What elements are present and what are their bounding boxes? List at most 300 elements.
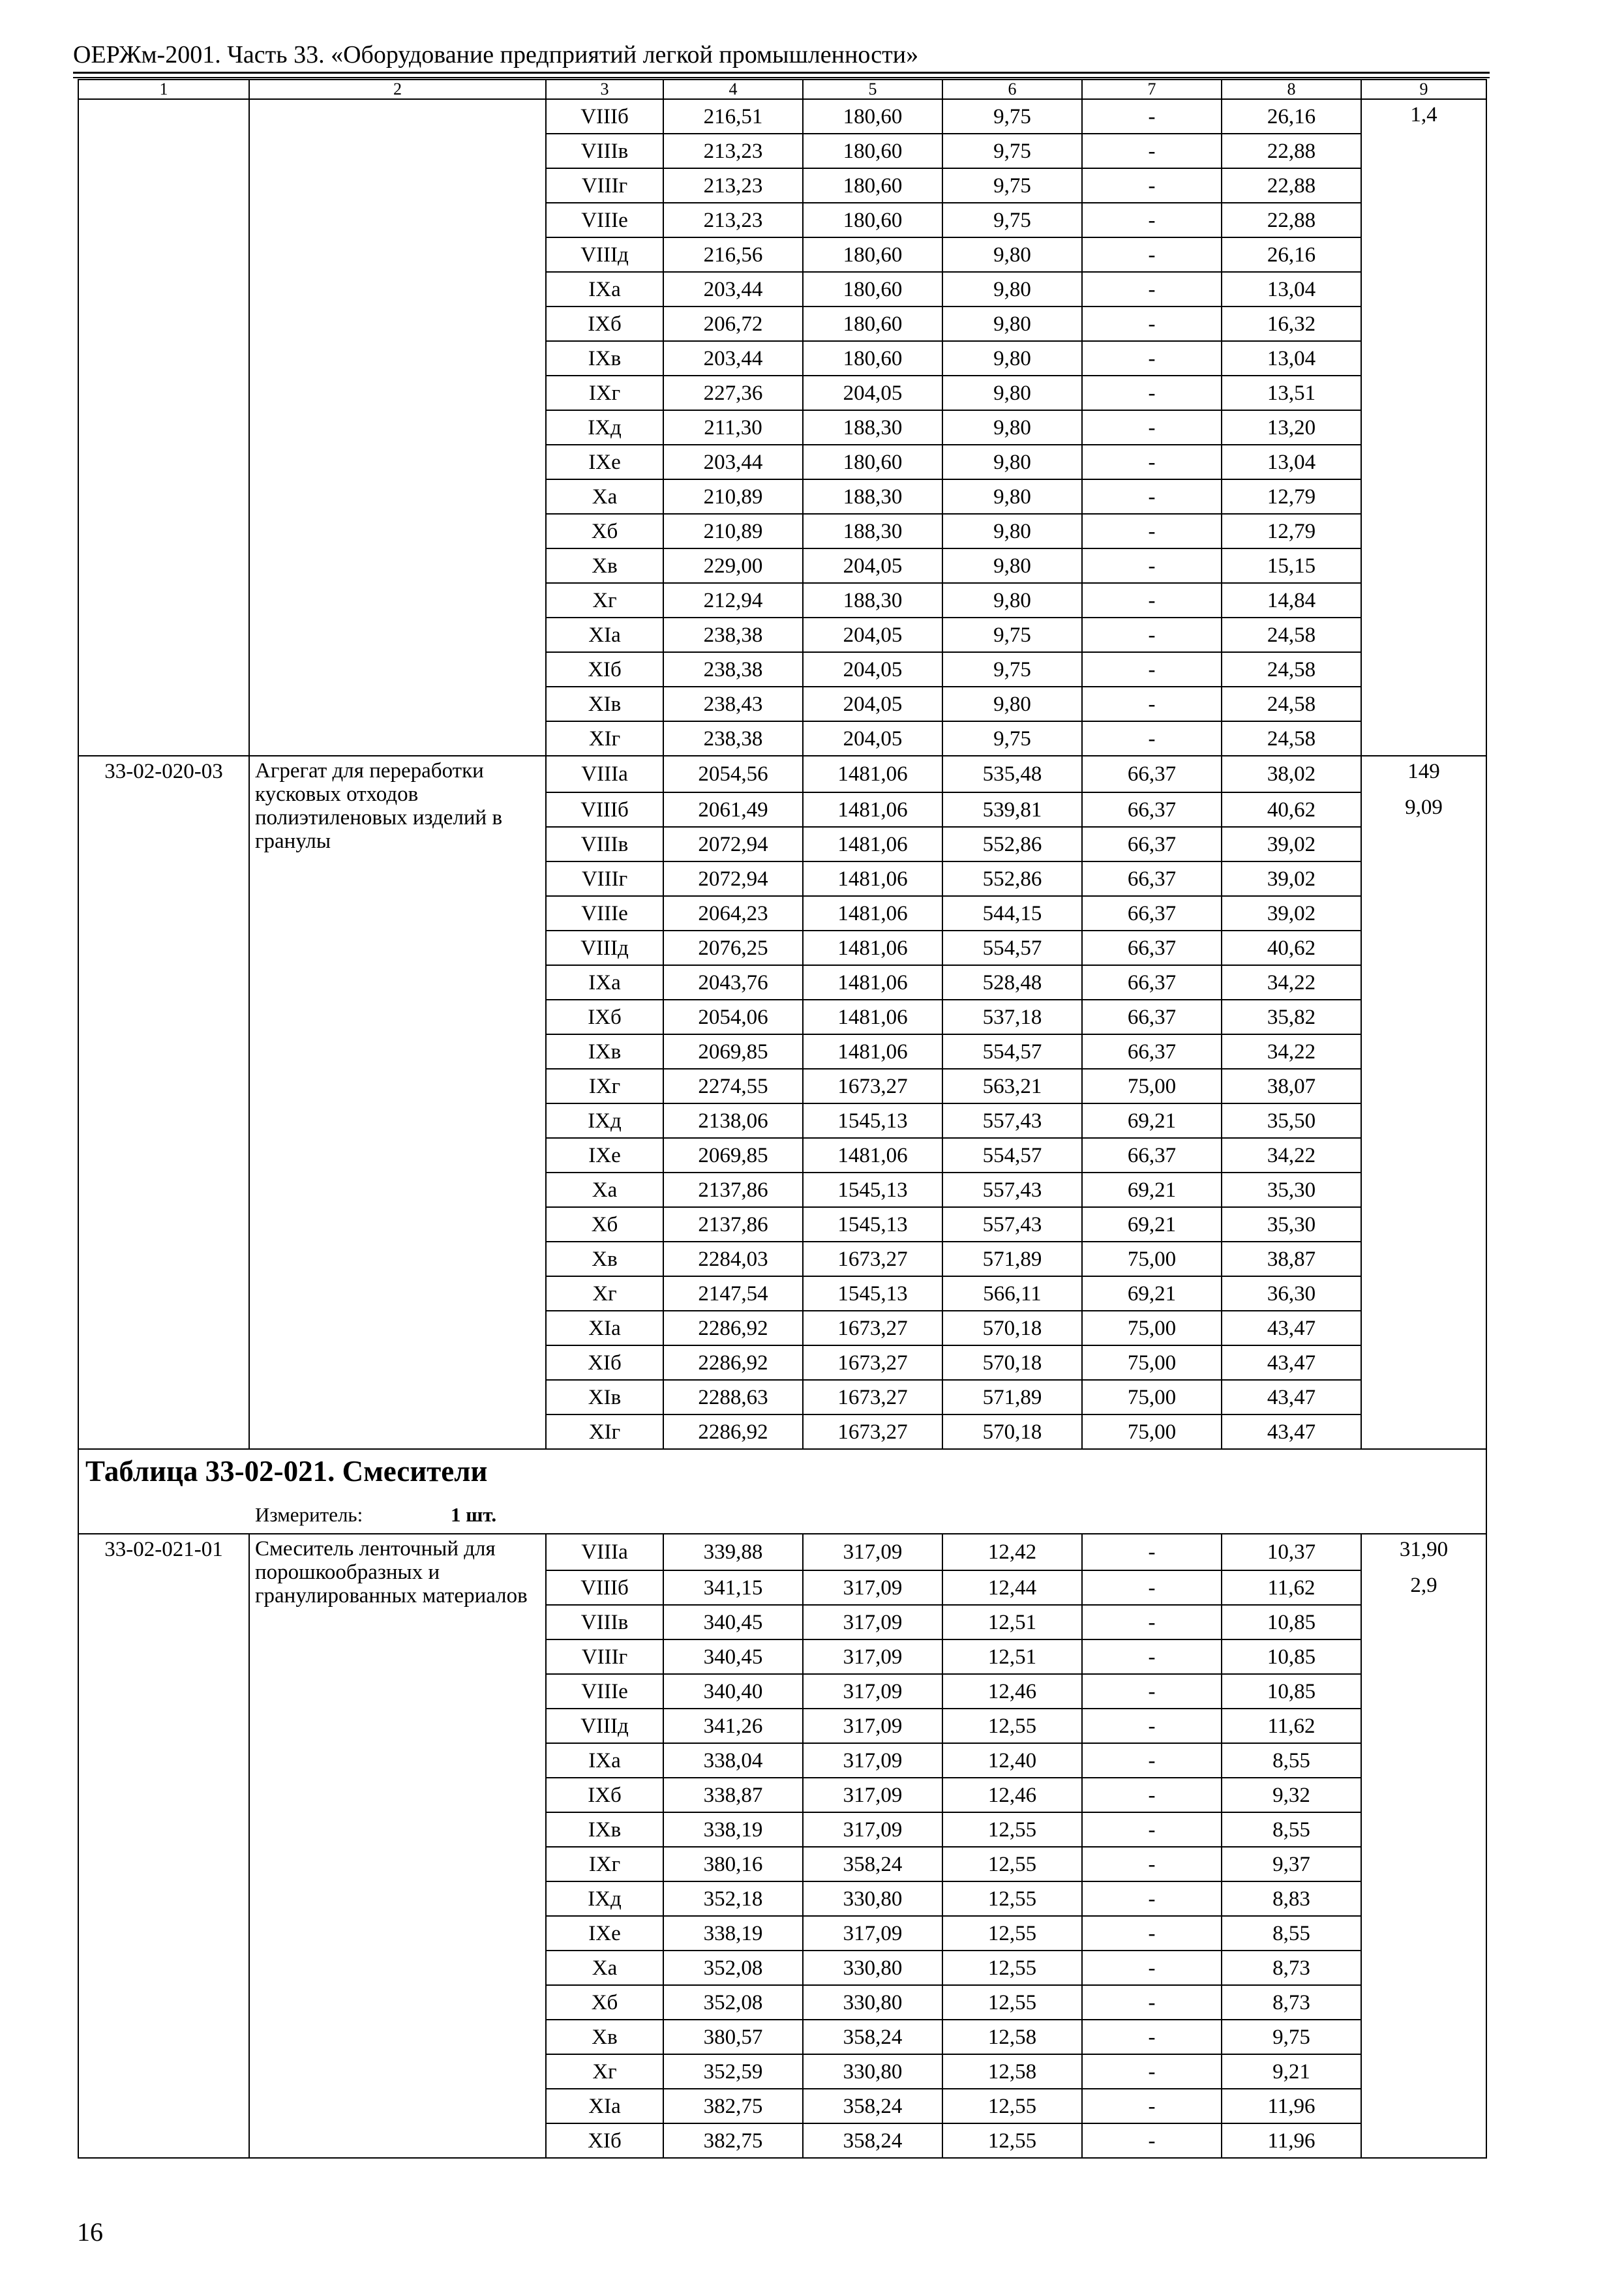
value-cell-col7: 69,21 bbox=[1082, 1103, 1222, 1138]
column-number: 4 bbox=[663, 80, 803, 99]
value-cell-col4: 238,43 bbox=[663, 687, 803, 721]
value-cell-col6: 552,86 bbox=[942, 861, 1082, 896]
value-cell-col8: 8,83 bbox=[1222, 1881, 1361, 1916]
value-cell-col4: 2054,56 bbox=[663, 756, 803, 792]
value-cell-col6: 9,80 bbox=[942, 272, 1082, 307]
description-cell: Смеситель ленточный для порошкообразных и гранулированных материалов bbox=[249, 1534, 546, 2158]
value-cell-col8: 26,16 bbox=[1222, 237, 1361, 272]
value-cell-col4: 2138,06 bbox=[663, 1103, 803, 1138]
value-cell-col4: 352,18 bbox=[663, 1881, 803, 1916]
value-cell-col3: XIг bbox=[546, 721, 663, 756]
rates-table bbox=[78, 79, 1487, 2159]
col9-value-cell: 9,09 bbox=[1361, 792, 1486, 1449]
value-cell-col6: 570,18 bbox=[942, 1414, 1082, 1449]
value-cell-col3: IXг bbox=[546, 1847, 663, 1881]
value-cell-col3: VIIIа bbox=[546, 756, 663, 792]
value-cell-col6: 9,80 bbox=[942, 445, 1082, 479]
value-cell-col5: 317,09 bbox=[803, 1534, 942, 1570]
value-cell-col8: 40,62 bbox=[1222, 931, 1361, 965]
value-cell-col3: IXд bbox=[546, 1881, 663, 1916]
value-cell-col5: 1545,13 bbox=[803, 1173, 942, 1207]
value-cell-col5: 180,60 bbox=[803, 272, 942, 307]
value-cell-col3: IXв bbox=[546, 341, 663, 376]
value-cell-col7: - bbox=[1082, 99, 1222, 134]
value-cell-col8: 43,47 bbox=[1222, 1311, 1361, 1345]
value-cell-col4: 2137,86 bbox=[663, 1207, 803, 1242]
value-cell-col4: 380,57 bbox=[663, 2020, 803, 2054]
value-cell-col5: 330,80 bbox=[803, 1881, 942, 1916]
value-cell-col7: - bbox=[1082, 1534, 1222, 1570]
value-cell-col7: - bbox=[1082, 583, 1222, 618]
value-cell-col6: 9,75 bbox=[942, 203, 1082, 237]
value-cell-col5: 180,60 bbox=[803, 341, 942, 376]
value-cell-col6: 557,43 bbox=[942, 1207, 1082, 1242]
value-cell-col3: XIв bbox=[546, 687, 663, 721]
column-number: 2 bbox=[249, 80, 546, 99]
value-cell-col7: - bbox=[1082, 618, 1222, 652]
value-cell-col5: 204,05 bbox=[803, 721, 942, 756]
value-cell-col7: - bbox=[1082, 376, 1222, 410]
value-cell-col3: VIIIб bbox=[546, 792, 663, 827]
section-title: Таблица 33-02-021. Смесители bbox=[85, 1455, 488, 1488]
table-row bbox=[78, 99, 1486, 134]
value-cell-col5: 330,80 bbox=[803, 1985, 942, 2020]
value-cell-col5: 1673,27 bbox=[803, 1069, 942, 1103]
value-cell-col8: 22,88 bbox=[1222, 134, 1361, 168]
value-cell-col6: 12,58 bbox=[942, 2054, 1082, 2089]
value-cell-col8: 39,02 bbox=[1222, 827, 1361, 861]
value-cell-col4: 352,08 bbox=[663, 1951, 803, 1985]
value-cell-col6: 563,21 bbox=[942, 1069, 1082, 1103]
value-cell-col4: 352,08 bbox=[663, 1985, 803, 2020]
value-cell-col3: VIIIе bbox=[546, 203, 663, 237]
value-cell-col3: VIIIд bbox=[546, 1709, 663, 1743]
value-cell-col6: 9,80 bbox=[942, 341, 1082, 376]
value-cell-col6: 12,55 bbox=[942, 1985, 1082, 2020]
value-cell-col5: 180,60 bbox=[803, 237, 942, 272]
value-cell-col4: 380,16 bbox=[663, 1847, 803, 1881]
value-cell-col3: IXг bbox=[546, 376, 663, 410]
value-cell-col7: - bbox=[1082, 1881, 1222, 1916]
value-cell-col8: 10,85 bbox=[1222, 1639, 1361, 1674]
value-cell-col3: IXв bbox=[546, 1812, 663, 1847]
value-cell-col5: 1673,27 bbox=[803, 1311, 942, 1345]
resource-code-cell: 33-02-021-01 bbox=[78, 1534, 249, 2158]
value-cell-col3: VIIIв bbox=[546, 1605, 663, 1639]
value-cell-col7: - bbox=[1082, 514, 1222, 548]
value-cell-col4: 2147,54 bbox=[663, 1276, 803, 1311]
value-cell-col8: 11,62 bbox=[1222, 1570, 1361, 1605]
value-cell-col6: 9,80 bbox=[942, 307, 1082, 341]
description-cell bbox=[249, 99, 546, 756]
value-cell-col4: 338,19 bbox=[663, 1812, 803, 1847]
value-cell-col6: 554,57 bbox=[942, 1034, 1082, 1069]
value-cell-col5: 317,09 bbox=[803, 1639, 942, 1674]
value-cell-col3: XIа bbox=[546, 2089, 663, 2123]
value-cell-col8: 38,87 bbox=[1222, 1242, 1361, 1276]
description-cell: Агрегат для переработки кусковых отходов полиэтиленовых изделий в гранулы bbox=[249, 756, 546, 1449]
value-cell-col7: - bbox=[1082, 1605, 1222, 1639]
value-cell-col3: VIIIв bbox=[546, 134, 663, 168]
value-cell-col8: 8,55 bbox=[1222, 1916, 1361, 1951]
value-cell-col3: XIв bbox=[546, 1380, 663, 1414]
value-cell-col3: IXа bbox=[546, 1743, 663, 1778]
value-cell-col8: 22,88 bbox=[1222, 203, 1361, 237]
value-cell-col7: 75,00 bbox=[1082, 1414, 1222, 1449]
value-cell-col7: - bbox=[1082, 134, 1222, 168]
value-cell-col5: 317,09 bbox=[803, 1916, 942, 1951]
value-cell-col8: 22,88 bbox=[1222, 168, 1361, 203]
value-cell-col5: 1481,06 bbox=[803, 756, 942, 792]
value-cell-col4: 213,23 bbox=[663, 203, 803, 237]
value-cell-col6: 12,55 bbox=[942, 2123, 1082, 2158]
rates-table-body bbox=[78, 80, 1486, 2158]
value-cell-col7: 66,37 bbox=[1082, 756, 1222, 792]
value-cell-col7: - bbox=[1082, 1570, 1222, 1605]
column-number: 3 bbox=[546, 80, 663, 99]
value-cell-col5: 1481,06 bbox=[803, 861, 942, 896]
value-cell-col8: 10,37 bbox=[1222, 1534, 1361, 1570]
value-cell-col7: 66,37 bbox=[1082, 1000, 1222, 1034]
value-cell-col3: Xа bbox=[546, 1173, 663, 1207]
value-cell-col4: 341,26 bbox=[663, 1709, 803, 1743]
value-cell-col8: 10,85 bbox=[1222, 1605, 1361, 1639]
value-cell-col6: 12,58 bbox=[942, 2020, 1082, 2054]
value-cell-col3: VIIIд bbox=[546, 931, 663, 965]
value-cell-col5: 1481,06 bbox=[803, 1000, 942, 1034]
value-cell-col4: 2072,94 bbox=[663, 827, 803, 861]
value-cell-col8: 34,22 bbox=[1222, 965, 1361, 1000]
value-cell-col4: 203,44 bbox=[663, 445, 803, 479]
value-cell-col3: VIIIг bbox=[546, 168, 663, 203]
value-cell-col7: - bbox=[1082, 1985, 1222, 2020]
value-cell-col7: 66,37 bbox=[1082, 931, 1222, 965]
value-cell-col4: 2061,49 bbox=[663, 792, 803, 827]
value-cell-col7: - bbox=[1082, 1812, 1222, 1847]
value-cell-col8: 8,73 bbox=[1222, 1985, 1361, 2020]
value-cell-col6: 12,46 bbox=[942, 1674, 1082, 1709]
unit-value: 1 шт. bbox=[451, 1503, 497, 1526]
value-cell-col7: - bbox=[1082, 479, 1222, 514]
column-number: 9 bbox=[1361, 80, 1486, 99]
value-cell-col7: - bbox=[1082, 687, 1222, 721]
value-cell-col6: 535,48 bbox=[942, 756, 1082, 792]
value-cell-col7: 69,21 bbox=[1082, 1173, 1222, 1207]
value-cell-col8: 13,04 bbox=[1222, 341, 1361, 376]
value-cell-col3: Xб bbox=[546, 1207, 663, 1242]
value-cell-col6: 9,75 bbox=[942, 618, 1082, 652]
value-cell-col8: 11,96 bbox=[1222, 2089, 1361, 2123]
value-cell-col4: 352,59 bbox=[663, 2054, 803, 2089]
value-cell-col6: 537,18 bbox=[942, 1000, 1082, 1034]
value-cell-col4: 340,45 bbox=[663, 1605, 803, 1639]
value-cell-col4: 382,75 bbox=[663, 2123, 803, 2158]
value-cell-col4: 340,45 bbox=[663, 1639, 803, 1674]
page-header-title: ОЕРЖм-2001. Часть 33. «Оборудование предприятий легкой промышленности» bbox=[73, 41, 919, 68]
value-cell-col4: 212,94 bbox=[663, 583, 803, 618]
col9-value-cell: 1,4 bbox=[1361, 99, 1486, 756]
value-cell-col6: 9,80 bbox=[942, 237, 1082, 272]
value-cell-col4: 338,87 bbox=[663, 1778, 803, 1812]
value-cell-col3: IXб bbox=[546, 1778, 663, 1812]
value-cell-col8: 14,84 bbox=[1222, 583, 1361, 618]
header-rule-thin bbox=[73, 77, 1490, 78]
value-cell-col6: 9,75 bbox=[942, 168, 1082, 203]
value-cell-col5: 317,09 bbox=[803, 1812, 942, 1847]
value-cell-col8: 24,58 bbox=[1222, 721, 1361, 756]
value-cell-col3: IXб bbox=[546, 307, 663, 341]
value-cell-col5: 358,24 bbox=[803, 2020, 942, 2054]
value-cell-col6: 9,75 bbox=[942, 99, 1082, 134]
value-cell-col3: Xг bbox=[546, 583, 663, 618]
col9-value-cell: 31,90 bbox=[1361, 1534, 1486, 1570]
value-cell-col6: 570,18 bbox=[942, 1345, 1082, 1380]
value-cell-col3: VIIIг bbox=[546, 1639, 663, 1674]
value-cell-col4: 238,38 bbox=[663, 618, 803, 652]
value-cell-col6: 571,89 bbox=[942, 1242, 1082, 1276]
value-cell-col4: 382,75 bbox=[663, 2089, 803, 2123]
value-cell-col6: 9,80 bbox=[942, 583, 1082, 618]
value-cell-col7: - bbox=[1082, 2123, 1222, 2158]
value-cell-col3: Xг bbox=[546, 2054, 663, 2089]
value-cell-col7: 66,37 bbox=[1082, 1034, 1222, 1069]
value-cell-col4: 338,19 bbox=[663, 1916, 803, 1951]
value-cell-col7: - bbox=[1082, 168, 1222, 203]
value-cell-col8: 10,85 bbox=[1222, 1674, 1361, 1709]
value-cell-col7: - bbox=[1082, 652, 1222, 687]
value-cell-col4: 2286,92 bbox=[663, 1345, 803, 1380]
value-cell-col6: 12,55 bbox=[942, 1881, 1082, 1916]
value-cell-col3: XIб bbox=[546, 652, 663, 687]
value-cell-col8: 12,79 bbox=[1222, 479, 1361, 514]
value-cell-col3: VIIIв bbox=[546, 827, 663, 861]
value-cell-col5: 1481,06 bbox=[803, 965, 942, 1000]
value-cell-col4: 210,89 bbox=[663, 514, 803, 548]
value-cell-col4: 203,44 bbox=[663, 272, 803, 307]
value-cell-col3: VIIIб bbox=[546, 1570, 663, 1605]
value-cell-col7: - bbox=[1082, 1847, 1222, 1881]
value-cell-col8: 8,55 bbox=[1222, 1743, 1361, 1778]
value-cell-col8: 35,30 bbox=[1222, 1207, 1361, 1242]
value-cell-col3: VIIIа bbox=[546, 1534, 663, 1570]
value-cell-col6: 552,86 bbox=[942, 827, 1082, 861]
value-cell-col7: 66,37 bbox=[1082, 896, 1222, 931]
value-cell-col4: 238,38 bbox=[663, 652, 803, 687]
value-cell-col3: IXа bbox=[546, 965, 663, 1000]
value-cell-col7: - bbox=[1082, 341, 1222, 376]
value-cell-col4: 216,56 bbox=[663, 237, 803, 272]
value-cell-col3: IXе bbox=[546, 1138, 663, 1173]
value-cell-col7: 66,37 bbox=[1082, 861, 1222, 896]
value-cell-col8: 34,22 bbox=[1222, 1138, 1361, 1173]
value-cell-col7: 75,00 bbox=[1082, 1380, 1222, 1414]
value-cell-col6: 539,81 bbox=[942, 792, 1082, 827]
value-cell-col8: 13,04 bbox=[1222, 445, 1361, 479]
value-cell-col8: 16,32 bbox=[1222, 307, 1361, 341]
value-cell-col3: IXв bbox=[546, 1034, 663, 1069]
value-cell-col8: 13,51 bbox=[1222, 376, 1361, 410]
value-cell-col8: 43,47 bbox=[1222, 1345, 1361, 1380]
value-cell-col7: 75,00 bbox=[1082, 1311, 1222, 1345]
value-cell-col4: 2284,03 bbox=[663, 1242, 803, 1276]
section-header-cell bbox=[78, 1449, 1486, 1534]
value-cell-col6: 557,43 bbox=[942, 1173, 1082, 1207]
value-cell-col4: 2043,76 bbox=[663, 965, 803, 1000]
value-cell-col4: 2286,92 bbox=[663, 1311, 803, 1345]
value-cell-col8: 35,50 bbox=[1222, 1103, 1361, 1138]
value-cell-col3: XIб bbox=[546, 1345, 663, 1380]
value-cell-col8: 24,58 bbox=[1222, 652, 1361, 687]
value-cell-col5: 330,80 bbox=[803, 1951, 942, 1985]
value-cell-col8: 12,79 bbox=[1222, 514, 1361, 548]
column-number: 1 bbox=[78, 80, 249, 99]
value-cell-col5: 180,60 bbox=[803, 168, 942, 203]
value-cell-col6: 12,42 bbox=[942, 1534, 1082, 1570]
value-cell-col5: 1481,06 bbox=[803, 827, 942, 861]
value-cell-col7: 66,37 bbox=[1082, 965, 1222, 1000]
value-cell-col3: VIIIе bbox=[546, 1674, 663, 1709]
value-cell-col4: 2064,23 bbox=[663, 896, 803, 931]
value-cell-col5: 1673,27 bbox=[803, 1345, 942, 1380]
value-cell-col8: 35,82 bbox=[1222, 1000, 1361, 1034]
value-cell-col3: XIг bbox=[546, 1414, 663, 1449]
value-cell-col5: 358,24 bbox=[803, 1847, 942, 1881]
col9-value-cell: 149 bbox=[1361, 756, 1486, 792]
value-cell-col6: 557,43 bbox=[942, 1103, 1082, 1138]
value-cell-col4: 338,04 bbox=[663, 1743, 803, 1778]
value-cell-col6: 566,11 bbox=[942, 1276, 1082, 1311]
value-cell-col3: VIIIб bbox=[546, 99, 663, 134]
header-rule bbox=[73, 72, 1490, 74]
value-cell-col6: 12,40 bbox=[942, 1743, 1082, 1778]
value-cell-col3: Xв bbox=[546, 2020, 663, 2054]
value-cell-col3: Xв bbox=[546, 548, 663, 583]
value-cell-col5: 1481,06 bbox=[803, 931, 942, 965]
value-cell-col4: 211,30 bbox=[663, 410, 803, 445]
value-cell-col7: - bbox=[1082, 307, 1222, 341]
unit-label: Измеритель: bbox=[255, 1503, 363, 1526]
value-cell-col5: 317,09 bbox=[803, 1709, 942, 1743]
column-number: 5 bbox=[803, 80, 942, 99]
value-cell-col3: IXе bbox=[546, 445, 663, 479]
value-cell-col8: 38,02 bbox=[1222, 756, 1361, 792]
value-cell-col7: - bbox=[1082, 1916, 1222, 1951]
value-cell-col4: 210,89 bbox=[663, 479, 803, 514]
value-cell-col8: 24,58 bbox=[1222, 618, 1361, 652]
value-cell-col6: 554,57 bbox=[942, 931, 1082, 965]
value-cell-col6: 12,55 bbox=[942, 1847, 1082, 1881]
value-cell-col5: 1673,27 bbox=[803, 1242, 942, 1276]
value-cell-col5: 180,60 bbox=[803, 203, 942, 237]
value-cell-col5: 317,09 bbox=[803, 1674, 942, 1709]
resource-code-cell bbox=[78, 99, 249, 756]
value-cell-col3: XIа bbox=[546, 618, 663, 652]
value-cell-col6: 12,55 bbox=[942, 1951, 1082, 1985]
value-cell-col7: - bbox=[1082, 203, 1222, 237]
value-cell-col5: 358,24 bbox=[803, 2089, 942, 2123]
value-cell-col3: IXг bbox=[546, 1069, 663, 1103]
value-cell-col3: Xб bbox=[546, 1985, 663, 2020]
value-cell-col6: 12,55 bbox=[942, 1709, 1082, 1743]
value-cell-col5: 204,05 bbox=[803, 376, 942, 410]
value-cell-col3: IXа bbox=[546, 272, 663, 307]
value-cell-col6: 9,80 bbox=[942, 410, 1082, 445]
value-cell-col6: 9,80 bbox=[942, 687, 1082, 721]
value-cell-col5: 1545,13 bbox=[803, 1207, 942, 1242]
value-cell-col4: 2286,92 bbox=[663, 1414, 803, 1449]
value-cell-col3: VIIIг bbox=[546, 861, 663, 896]
value-cell-col6: 9,80 bbox=[942, 479, 1082, 514]
value-cell-col6: 9,75 bbox=[942, 652, 1082, 687]
value-cell-col8: 13,04 bbox=[1222, 272, 1361, 307]
value-cell-col3: Xв bbox=[546, 1242, 663, 1276]
value-cell-col8: 40,62 bbox=[1222, 792, 1361, 827]
value-cell-col8: 11,62 bbox=[1222, 1709, 1361, 1743]
value-cell-col8: 15,15 bbox=[1222, 548, 1361, 583]
column-number: 8 bbox=[1222, 80, 1361, 99]
value-cell-col7: - bbox=[1082, 1778, 1222, 1812]
value-cell-col4: 216,51 bbox=[663, 99, 803, 134]
value-cell-col5: 330,80 bbox=[803, 2054, 942, 2089]
value-cell-col4: 213,23 bbox=[663, 168, 803, 203]
value-cell-col4: 2069,85 bbox=[663, 1138, 803, 1173]
page-number: 16 bbox=[77, 2217, 103, 2247]
value-cell-col5: 1673,27 bbox=[803, 1414, 942, 1449]
value-cell-col5: 188,30 bbox=[803, 514, 942, 548]
value-cell-col6: 9,80 bbox=[942, 376, 1082, 410]
value-cell-col6: 12,46 bbox=[942, 1778, 1082, 1812]
value-cell-col7: 75,00 bbox=[1082, 1345, 1222, 1380]
value-cell-col4: 2076,25 bbox=[663, 931, 803, 965]
value-cell-col3: XIб bbox=[546, 2123, 663, 2158]
value-cell-col8: 43,47 bbox=[1222, 1414, 1361, 1449]
value-cell-col7: 66,37 bbox=[1082, 827, 1222, 861]
value-cell-col5: 188,30 bbox=[803, 410, 942, 445]
value-cell-col4: 2072,94 bbox=[663, 861, 803, 896]
value-cell-col4: 2137,86 bbox=[663, 1173, 803, 1207]
value-cell-col7: 75,00 bbox=[1082, 1242, 1222, 1276]
table-section-header bbox=[78, 1449, 1486, 1534]
value-cell-col6: 570,18 bbox=[942, 1311, 1082, 1345]
value-cell-col4: 229,00 bbox=[663, 548, 803, 583]
value-cell-col7: - bbox=[1082, 2089, 1222, 2123]
value-cell-col5: 1481,06 bbox=[803, 896, 942, 931]
column-number: 7 bbox=[1082, 80, 1222, 99]
value-cell-col7: 66,37 bbox=[1082, 1138, 1222, 1173]
value-cell-col4: 213,23 bbox=[663, 134, 803, 168]
value-cell-col8: 9,21 bbox=[1222, 2054, 1361, 2089]
value-cell-col4: 341,15 bbox=[663, 1570, 803, 1605]
value-cell-col5: 204,05 bbox=[803, 548, 942, 583]
value-cell-col8: 43,47 bbox=[1222, 1380, 1361, 1414]
value-cell-col7: - bbox=[1082, 2054, 1222, 2089]
value-cell-col4: 2069,85 bbox=[663, 1034, 803, 1069]
value-cell-col3: IXб bbox=[546, 1000, 663, 1034]
value-cell-col7: 75,00 bbox=[1082, 1069, 1222, 1103]
value-cell-col5: 180,60 bbox=[803, 307, 942, 341]
value-cell-col5: 180,60 bbox=[803, 134, 942, 168]
value-cell-col3: IXд bbox=[546, 410, 663, 445]
resource-code-cell: 33-02-020-03 bbox=[78, 756, 249, 1449]
value-cell-col6: 12,51 bbox=[942, 1605, 1082, 1639]
value-cell-col5: 317,09 bbox=[803, 1743, 942, 1778]
value-cell-col7: - bbox=[1082, 410, 1222, 445]
value-cell-col4: 206,72 bbox=[663, 307, 803, 341]
value-cell-col5: 1545,13 bbox=[803, 1103, 942, 1138]
value-cell-col6: 9,80 bbox=[942, 548, 1082, 583]
value-cell-col8: 9,37 bbox=[1222, 1847, 1361, 1881]
value-cell-col5: 180,60 bbox=[803, 99, 942, 134]
